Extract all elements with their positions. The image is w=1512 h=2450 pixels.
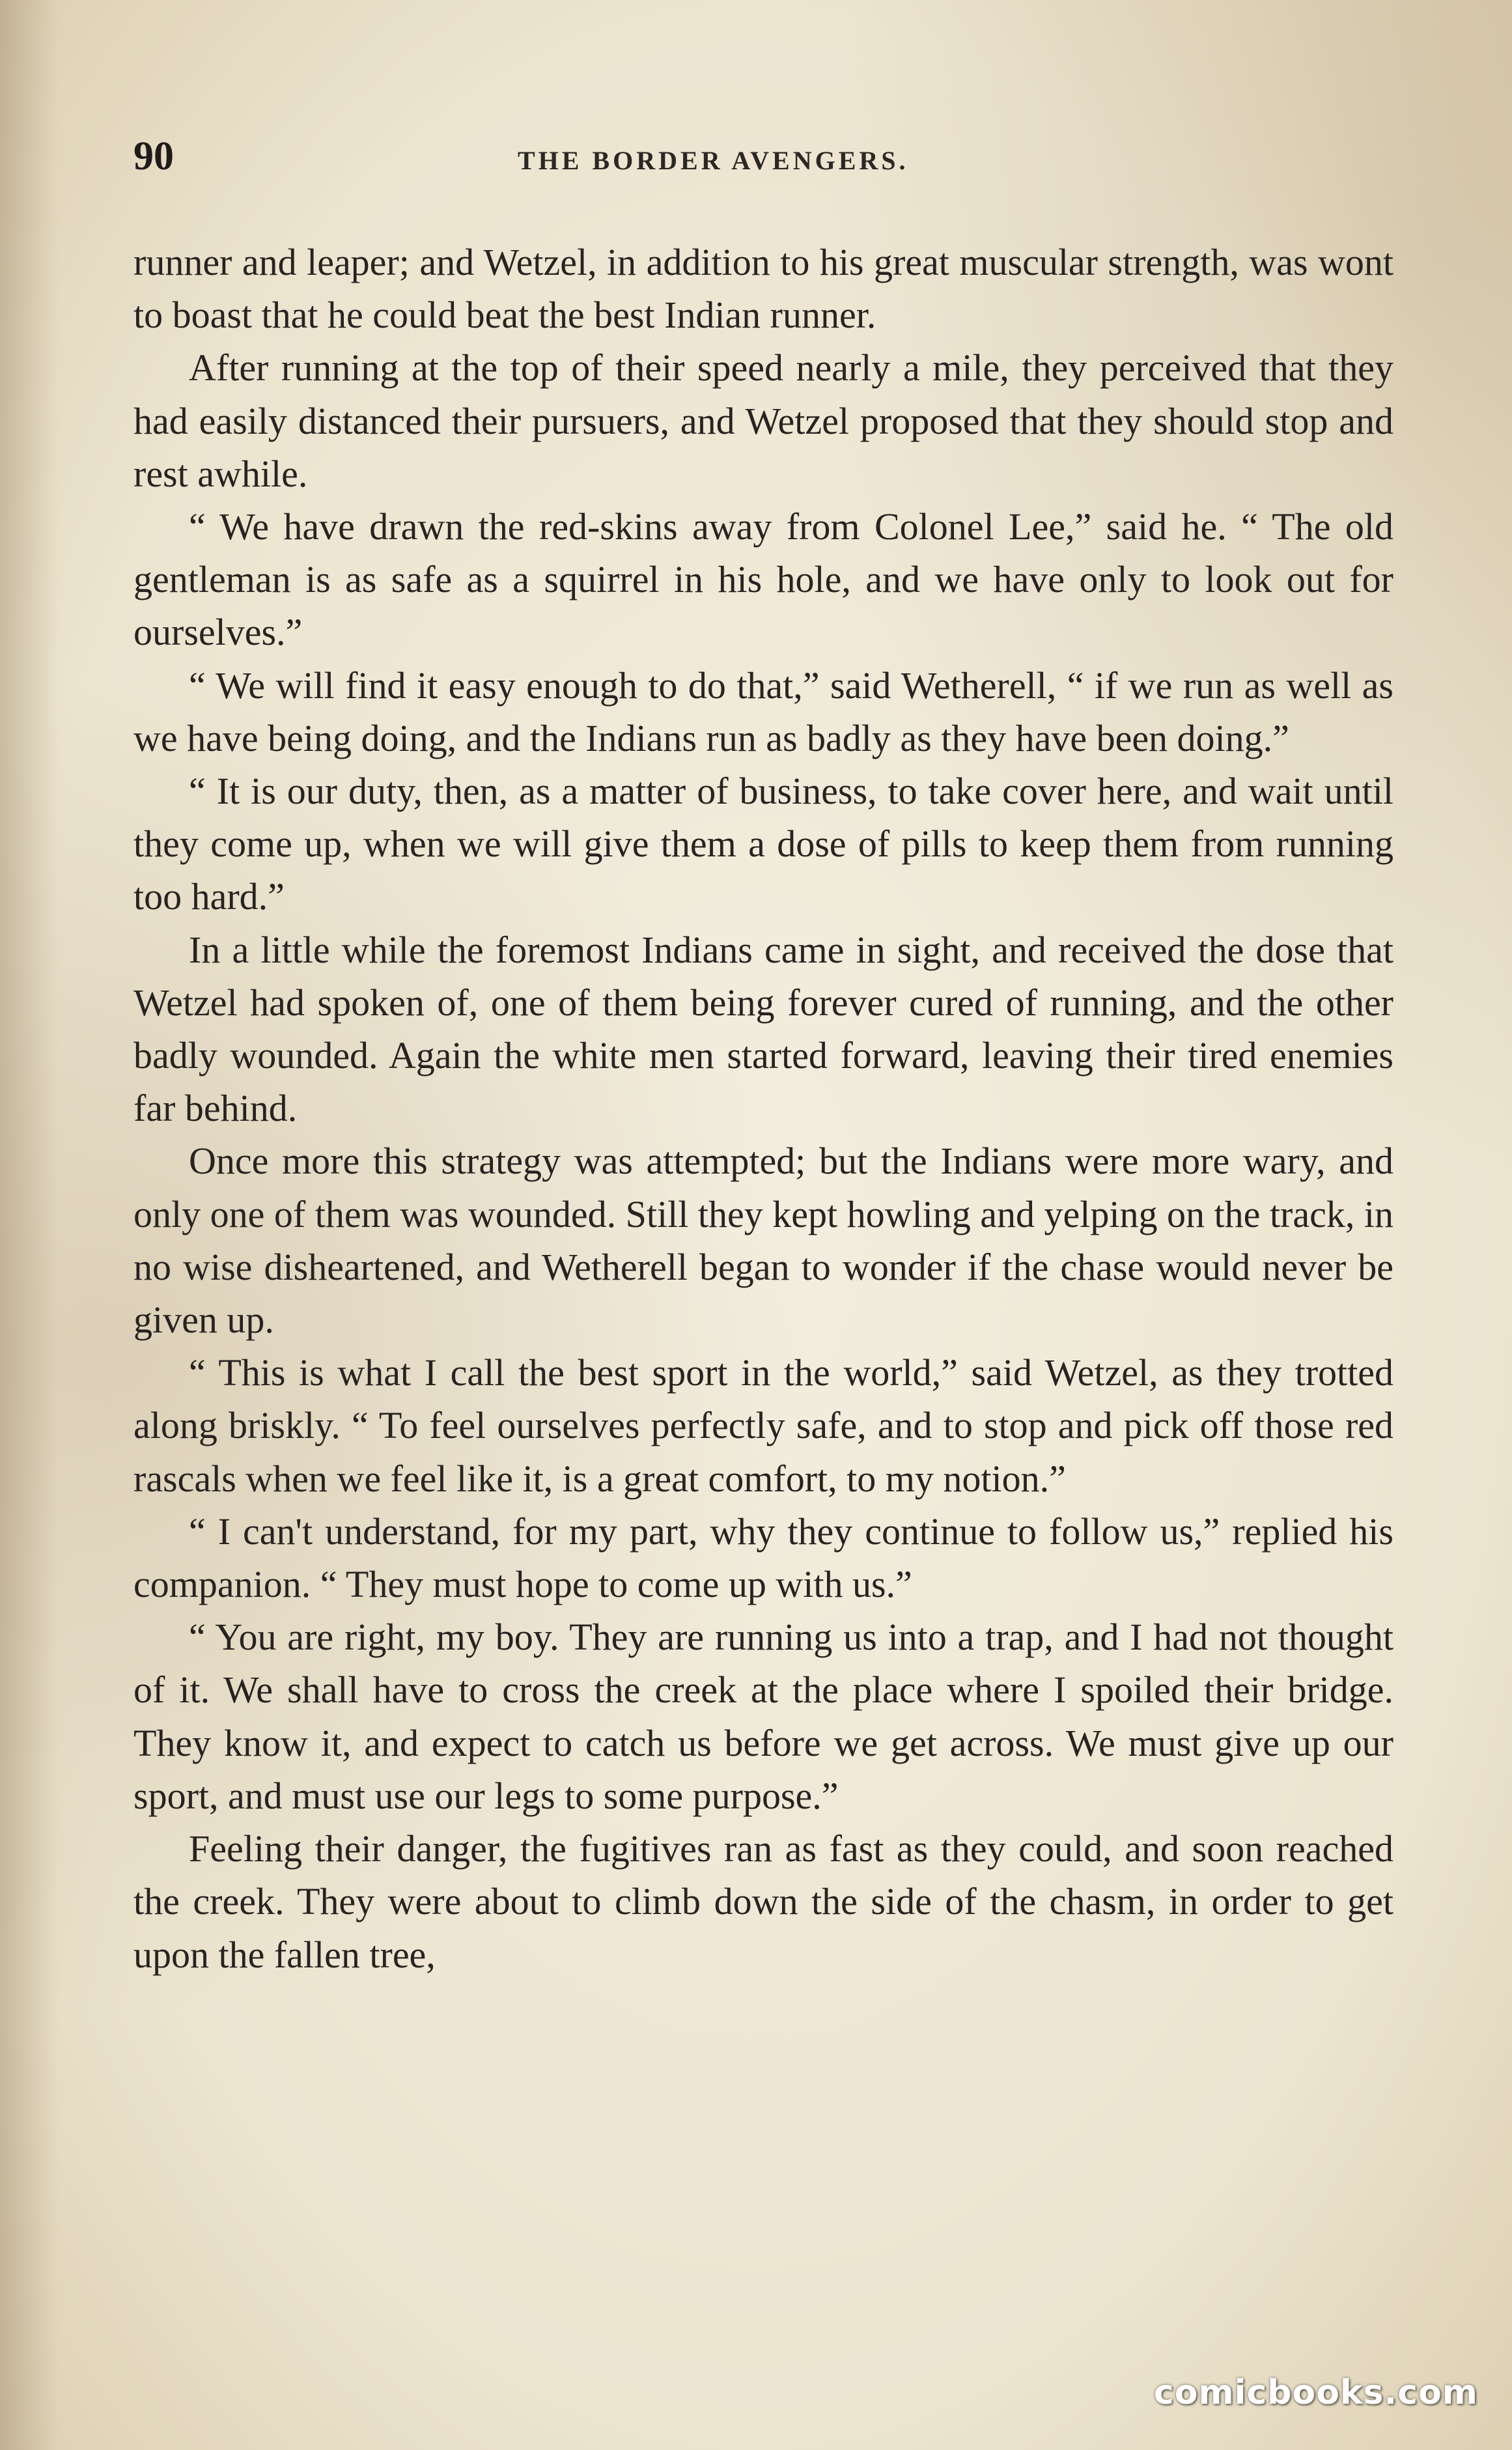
paragraph: “ This is what I call the best sport in the world,” said Wetzel, as they trotted along briskly. “ To feel ourselves perfectly safe, and to stop and pick off those red rascals when we feel like it, is a great comfort, to my notion.” (133, 1351, 1393, 1500)
paragraph: runner and leaper; and Wetzel, in addition to his great muscular strength, was wont to boast that he could beat the best Indian runner. (133, 241, 1393, 337)
paragraph: After running at the top of their speed nearly a mile, they perceived that they had easily distanced their pursuers, and Wetzel proposed that they should stop and rest awhile. (133, 346, 1393, 495)
paragraph: In a little while the foremost Indians came in sight, and received the dose that Wetzel had spoken of, one of them being forever cured of running, and the other badly wounded. Again the white men started forward, leaving their tired enemies far behind. (133, 928, 1393, 1130)
body-text (133, 236, 1393, 1981)
paragraph: “ We have drawn the red-skins away from Colonel Lee,” said he. “ The old gentleman is as safe as a squirrel in his hole, and we have only to look out for ourselves.” (133, 505, 1393, 654)
site-watermark: comicbooks.com (1153, 2373, 1478, 2412)
paragraph: Once more this strategy was attempted; but the Indians were more wary, and only one of them was wounded. Still they kept howling and yelping on the track, in no wise disheartened, and Wetherell began to wonder if the chase would never be given up. (133, 1140, 1393, 1342)
paragraph: “ We will find it easy enough to do that,” said Wetherell, “ if we run as well as we have being doing, and the Indians run as badly as they have been doing.” (133, 664, 1393, 759)
running-title: THE BORDER AVENGERS. (518, 146, 909, 175)
page-number: 90 (133, 134, 174, 178)
page-header (133, 134, 1403, 192)
paragraph: “ You are right, my boy. They are running us into a trap, and I had not thought of it. We shall have to cross the creek at the place where I spoiled their bridge. They know it, and expect to catch us before we get across. We must give up our sport, and must use our legs to some purpose.” (133, 1616, 1393, 1817)
paragraph: Feeling their danger, the fugitives ran as fast as they could, and soon reached the creek. They were about to climb down the side of the chasm, in order to get upon the fallen tree, (133, 1827, 1393, 1976)
page-gutter-shadow (0, 0, 59, 2450)
paragraph: “ I can't understand, for my part, why they continue to follow us,” replied his companion. “ They must hope to come up with us.” (133, 1510, 1393, 1606)
paragraph: “ It is our duty, then, as a matter of business, to take cover here, and wait until they come up, when we will give them a dose of pills to keep them from running too hard.” (133, 770, 1393, 918)
